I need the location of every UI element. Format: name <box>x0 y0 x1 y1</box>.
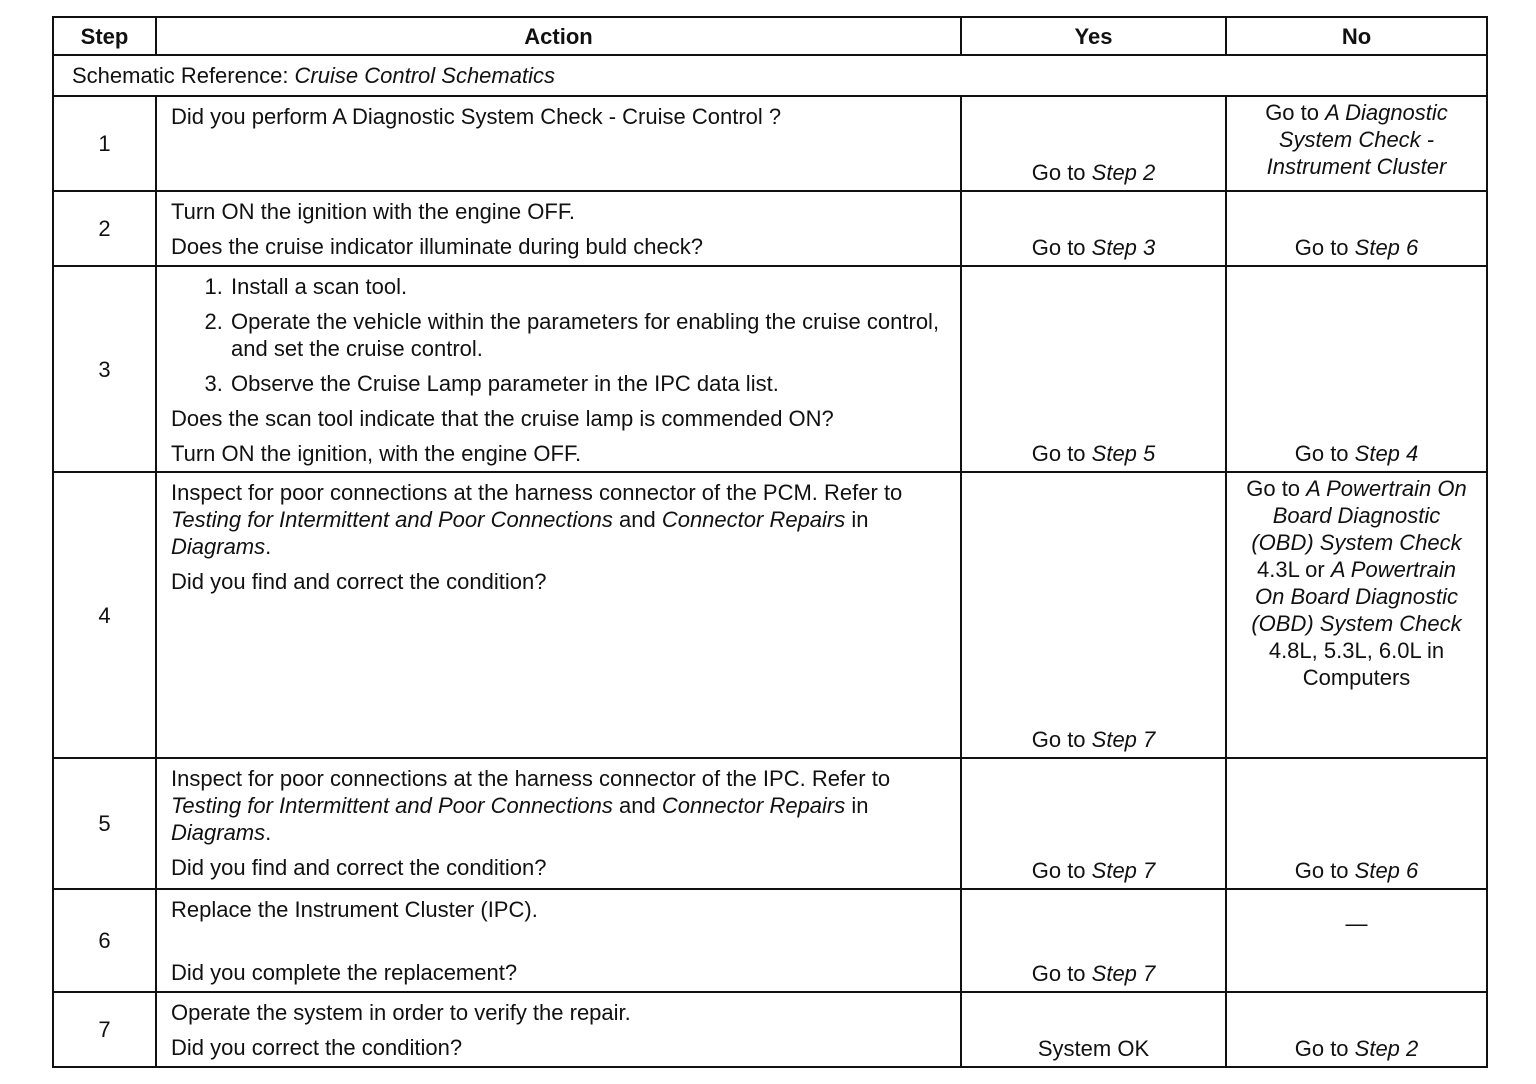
action-steps-list <box>171 273 946 397</box>
yes-link[interactable]: Step 7 <box>1091 858 1156 883</box>
action-text: Replace the Instrument Cluster (IPC). <box>171 897 538 922</box>
step-number: 6 <box>53 889 156 992</box>
table-row <box>53 96 1487 191</box>
action-link[interactable]: Testing for Intermittent and Poor Connections <box>171 793 613 818</box>
no-prefix: Go to <box>1294 1036 1355 1061</box>
step-number: 1 <box>53 96 156 191</box>
yes-cell <box>961 889 1226 992</box>
step-number: 5 <box>53 758 156 889</box>
no-cell <box>1226 472 1487 758</box>
diagnostic-table <box>52 16 1488 1068</box>
no-cell <box>1226 889 1487 992</box>
no-link[interactable]: Step 6 <box>1354 858 1419 883</box>
action-cell <box>156 758 961 889</box>
header-row <box>53 17 1487 55</box>
step-number: 3 <box>53 266 156 472</box>
action-cell <box>156 266 961 472</box>
yes-link[interactable]: Step 5 <box>1091 441 1156 466</box>
action-link[interactable]: Diagrams <box>171 820 266 845</box>
action-text-segment: and <box>612 793 662 818</box>
yes-link[interactable]: Step 7 <box>1091 961 1156 986</box>
no-link[interactable]: Step 4 <box>1354 441 1419 466</box>
yes-cell <box>961 266 1226 472</box>
yes-cell <box>961 758 1226 889</box>
yes-prefix: Go to <box>1031 858 1092 883</box>
no-link[interactable]: A Powertrain On Board Diagnostic (OBD) System Check <box>1251 476 1467 555</box>
yes-text: System OK <box>1037 1036 1150 1061</box>
no-link[interactable]: Step 6 <box>1354 235 1419 260</box>
yes-cell <box>961 96 1226 191</box>
action-link[interactable]: Connector Repairs <box>661 507 846 532</box>
action-text-segment: . <box>265 820 272 845</box>
action-text <box>171 479 946 560</box>
header-step: Step <box>53 17 156 55</box>
action-question: Did you correct the condition? <box>171 1035 463 1060</box>
no-cell <box>1226 266 1487 472</box>
yes-prefix: Go to <box>1031 727 1092 752</box>
yes-prefix: Go to <box>1031 235 1092 260</box>
header-no: No <box>1226 17 1487 55</box>
table-row <box>53 191 1487 266</box>
no-text-segment: Computers <box>1302 665 1411 690</box>
action-link[interactable]: Connector Repairs <box>661 793 846 818</box>
no-cell <box>1226 96 1487 191</box>
action-question: Does the scan tool indicate that the cruise lamp is commended ON? <box>171 406 834 431</box>
table-row <box>53 472 1487 758</box>
yes-cell <box>961 992 1226 1067</box>
no-link[interactable]: System Check - <box>1278 127 1435 152</box>
action-cell <box>156 472 961 758</box>
schematic-link[interactable]: Cruise Control Schematics <box>294 63 555 88</box>
yes-prefix: Go to <box>1031 441 1092 466</box>
no-cell <box>1226 992 1487 1067</box>
action-text-segment: Inspect for poor connections at the harness connector of the IPC. Refer to <box>171 766 891 791</box>
no-link[interactable]: Instrument Cluster <box>1266 154 1447 179</box>
action-text: Operate the system in order to verify the repair. <box>171 1000 631 1025</box>
action-text: Turn ON the ignition with the engine OFF. <box>171 199 575 224</box>
action-text-segment: and <box>612 507 662 532</box>
no-link[interactable]: Step 2 <box>1354 1036 1419 1061</box>
yes-link[interactable]: Step 2 <box>1091 160 1156 185</box>
no-cell <box>1226 758 1487 889</box>
schematic-reference <box>53 55 1487 96</box>
action-text: Turn ON the ignition, with the engine OFF. <box>171 441 582 466</box>
no-prefix: Go to <box>1246 476 1307 501</box>
no-text-segment: 4.8L, 5.3L, 6.0L in <box>1268 638 1445 663</box>
table-row <box>53 889 1487 992</box>
no-prefix: Go to <box>1294 441 1355 466</box>
action-link[interactable]: Diagrams <box>171 534 266 559</box>
action-text-segment: Inspect for poor connections at the harness connector of the PCM. Refer to <box>171 480 903 505</box>
action-text: Did you perform A Diagnostic System Check - Cruise Control ? <box>171 104 782 129</box>
yes-link[interactable]: Step 7 <box>1091 727 1156 752</box>
action-text-segment: in <box>845 507 869 532</box>
schematic-label: Schematic Reference: <box>72 63 295 88</box>
list-item: 2. Operate the vehicle within the parameters for enabling the cruise control, and set the cruise control. <box>229 308 946 362</box>
yes-prefix: Go to <box>1031 160 1092 185</box>
action-cell <box>156 889 961 992</box>
no-prefix: Go to <box>1294 858 1355 883</box>
header-action: Action <box>156 17 961 55</box>
action-cell <box>156 96 961 191</box>
yes-cell <box>961 191 1226 266</box>
step-number: 4 <box>53 472 156 758</box>
yes-link[interactable]: Step 3 <box>1091 235 1156 260</box>
header-yes: Yes <box>961 17 1226 55</box>
action-text-segment: . <box>265 534 272 559</box>
action-question: Did you find and correct the condition? <box>171 855 547 880</box>
step-number: 2 <box>53 191 156 266</box>
table-row <box>53 266 1487 472</box>
no-cell <box>1226 191 1487 266</box>
action-text <box>171 765 946 846</box>
schematic-reference-row <box>53 55 1487 96</box>
action-text-segment: in <box>845 793 869 818</box>
action-question: Did you complete the replacement? <box>171 960 518 985</box>
yes-prefix: Go to <box>1031 961 1092 986</box>
step-number: 7 <box>53 992 156 1067</box>
no-dash: — <box>1345 911 1368 936</box>
action-link[interactable]: Testing for Intermittent and Poor Connections <box>171 507 613 532</box>
no-prefix: Go to <box>1294 235 1355 260</box>
list-item: 3. Observe the Cruise Lamp parameter in the IPC data list. <box>229 370 946 397</box>
action-cell <box>156 992 961 1067</box>
action-question: Does the cruise indicator illuminate during buld check? <box>171 234 703 259</box>
action-cell <box>156 191 961 266</box>
table-row <box>53 758 1487 889</box>
no-text-segment: 4.3L or <box>1257 557 1331 582</box>
table-row <box>53 992 1487 1067</box>
no-link[interactable]: A Powertrain On Board Diagnostic (OBD) System Check <box>1251 557 1462 636</box>
yes-cell <box>961 472 1226 758</box>
no-link[interactable]: A Diagnostic <box>1325 100 1448 125</box>
no-prefix: Go to <box>1265 100 1326 125</box>
action-question: Did you find and correct the condition? <box>171 569 547 594</box>
list-item: 1. Install a scan tool. <box>229 273 946 300</box>
